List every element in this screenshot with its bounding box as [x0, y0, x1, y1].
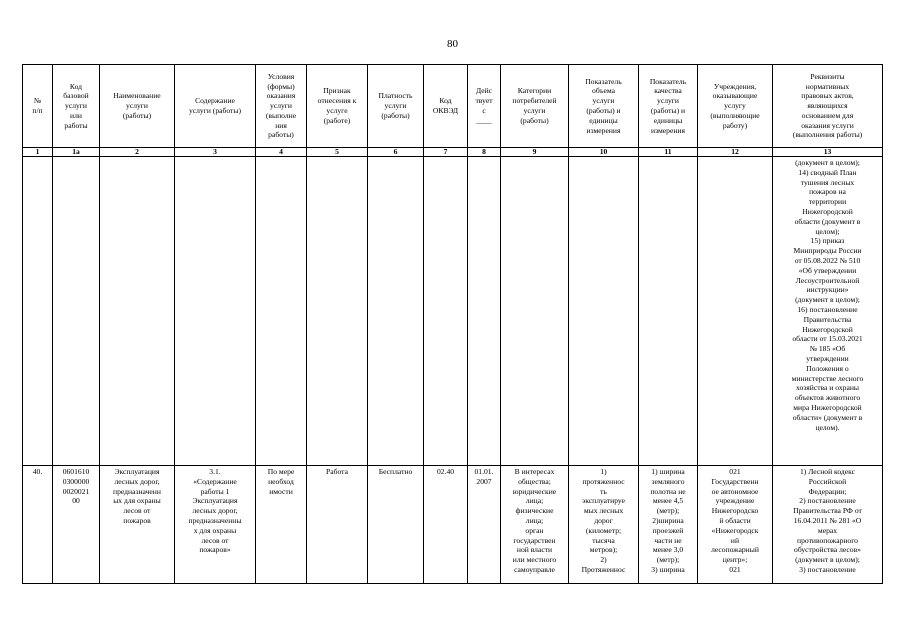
quality-indicator-cell: 1) ширина земляного полотна не менее 4,5 (метр); 2)ширина проезжей части не менее 3,0 (метр); 3) ширина: [639, 466, 698, 584]
column-number: 1а: [53, 148, 100, 157]
header-cell: Платность услуги (работы): [368, 65, 424, 148]
column-number: 4: [256, 148, 307, 157]
column-number: 12: [698, 148, 773, 157]
legal-acts-cell: 1) Лесной кодекс Российской Федерации; 2) постановление Правительства РФ от 16.04.2011 № 281 «О мерах противопожарного обустройства лесов» (документ в целом); 3) постановление: [773, 466, 883, 584]
column-number: 11: [639, 148, 698, 157]
table-cell: [175, 157, 256, 466]
page-number: 80: [447, 38, 458, 50]
column-number: 2: [100, 148, 175, 157]
table-cell: [424, 157, 468, 466]
row-number-cell: 40.: [23, 466, 53, 584]
service-content-cell: 3.1. «Содержание работы 1 Эксплуатация лесных дорог, предназначенны х для охраны лесов от пожаров»: [175, 466, 256, 584]
table-cell: [23, 157, 53, 466]
header-cell: Признак отнесения к услуге (работе): [307, 65, 368, 148]
table-row-40: [23, 466, 883, 584]
column-number: 10: [569, 148, 639, 157]
consumers-cell: В интересах общества; юридические лица; физические лица; орган государствен ной власти или местного самоуправле: [501, 466, 569, 584]
header-cell: Реквизиты нормативных правовых актов, являющихся основанием для оказания услуги (выполнения работы): [773, 65, 883, 148]
table-cell: [307, 157, 368, 466]
service-code-cell: 0601610 0300000 0020021 00: [53, 466, 100, 584]
institutions-cell: 021 Государственн ое автономное учреждение Нижегородско й области «Нижегородск ий лесопожарный центр»; 021: [698, 466, 773, 584]
table-cell: [501, 157, 569, 466]
header-cell: Код базовой услуги или работы: [53, 65, 100, 148]
table-header-row: [23, 65, 883, 148]
header-cell: Условия (формы) оказания услуги (выполне ния работы): [256, 65, 307, 148]
table-cell: [53, 157, 100, 466]
column-number: 1: [23, 148, 53, 157]
table-row-continuation: [23, 157, 883, 466]
header-cell: Дейс твует с ____: [468, 65, 501, 148]
table-cell: [368, 157, 424, 466]
volume-indicator-cell: 1) протяженнос ть эксплуатируе мых лесных дорог (километр; тысяча метров); 2) Протяженнос: [569, 466, 639, 584]
header-cell: № п/п: [23, 65, 53, 148]
service-name-cell: Эксплуатация лесных дорог, предназначенн ых для охраны лесов от пожаров: [100, 466, 175, 584]
valid-from-cell: 01.01. 2007: [468, 466, 501, 584]
column-number: 3: [175, 148, 256, 157]
header-cell: Категории потребителей услуги (работы): [501, 65, 569, 148]
column-number: 8: [468, 148, 501, 157]
header-cell: Показатель объема услуги (работы) и единицы измерения: [569, 65, 639, 148]
table-cell: [100, 157, 175, 466]
header-cell: Код ОКВЭД: [424, 65, 468, 148]
table-cell: [569, 157, 639, 466]
payment-cell: Бесплатно: [368, 466, 424, 584]
column-number: 6: [368, 148, 424, 157]
legal-acts-cell: (документ в целом); 14) сводный План тушения лесных пожаров на территории Нижегородской области (документ в целом); 15) приказ Минприроды России от 05.08.2022 № 510 «Об утверждении Лесоустроительной инструкции» (документ в целом); 16) постановление Правительства Нижегородской области от 15.03.2021 № 185 «Об утверждении Положения о министерстве лесного хозяйства и охраны объектов животного мира Нижегородской области» (документ в целом).: [773, 157, 883, 466]
header-cell: Учреждения, оказывающие услугу (выполняющие работу): [698, 65, 773, 148]
column-number-row: [23, 148, 883, 157]
services-register-table: [22, 64, 883, 584]
table-cell: [698, 157, 773, 466]
okved-cell: 02.40: [424, 466, 468, 584]
column-number: 7: [424, 148, 468, 157]
column-number: 13: [773, 148, 883, 157]
sign-cell: Работа: [307, 466, 368, 584]
table-cell: [468, 157, 501, 466]
table-cell: [256, 157, 307, 466]
header-cell: Содержание услуги (работы): [175, 65, 256, 148]
column-number: 5: [307, 148, 368, 157]
table-cell: [639, 157, 698, 466]
column-number: 9: [501, 148, 569, 157]
header-cell: Наименование услуги (работы): [100, 65, 175, 148]
conditions-cell: По мере необход имости: [256, 466, 307, 584]
header-cell: Показатель качества услуги (работы) и единицы измерения: [639, 65, 698, 148]
